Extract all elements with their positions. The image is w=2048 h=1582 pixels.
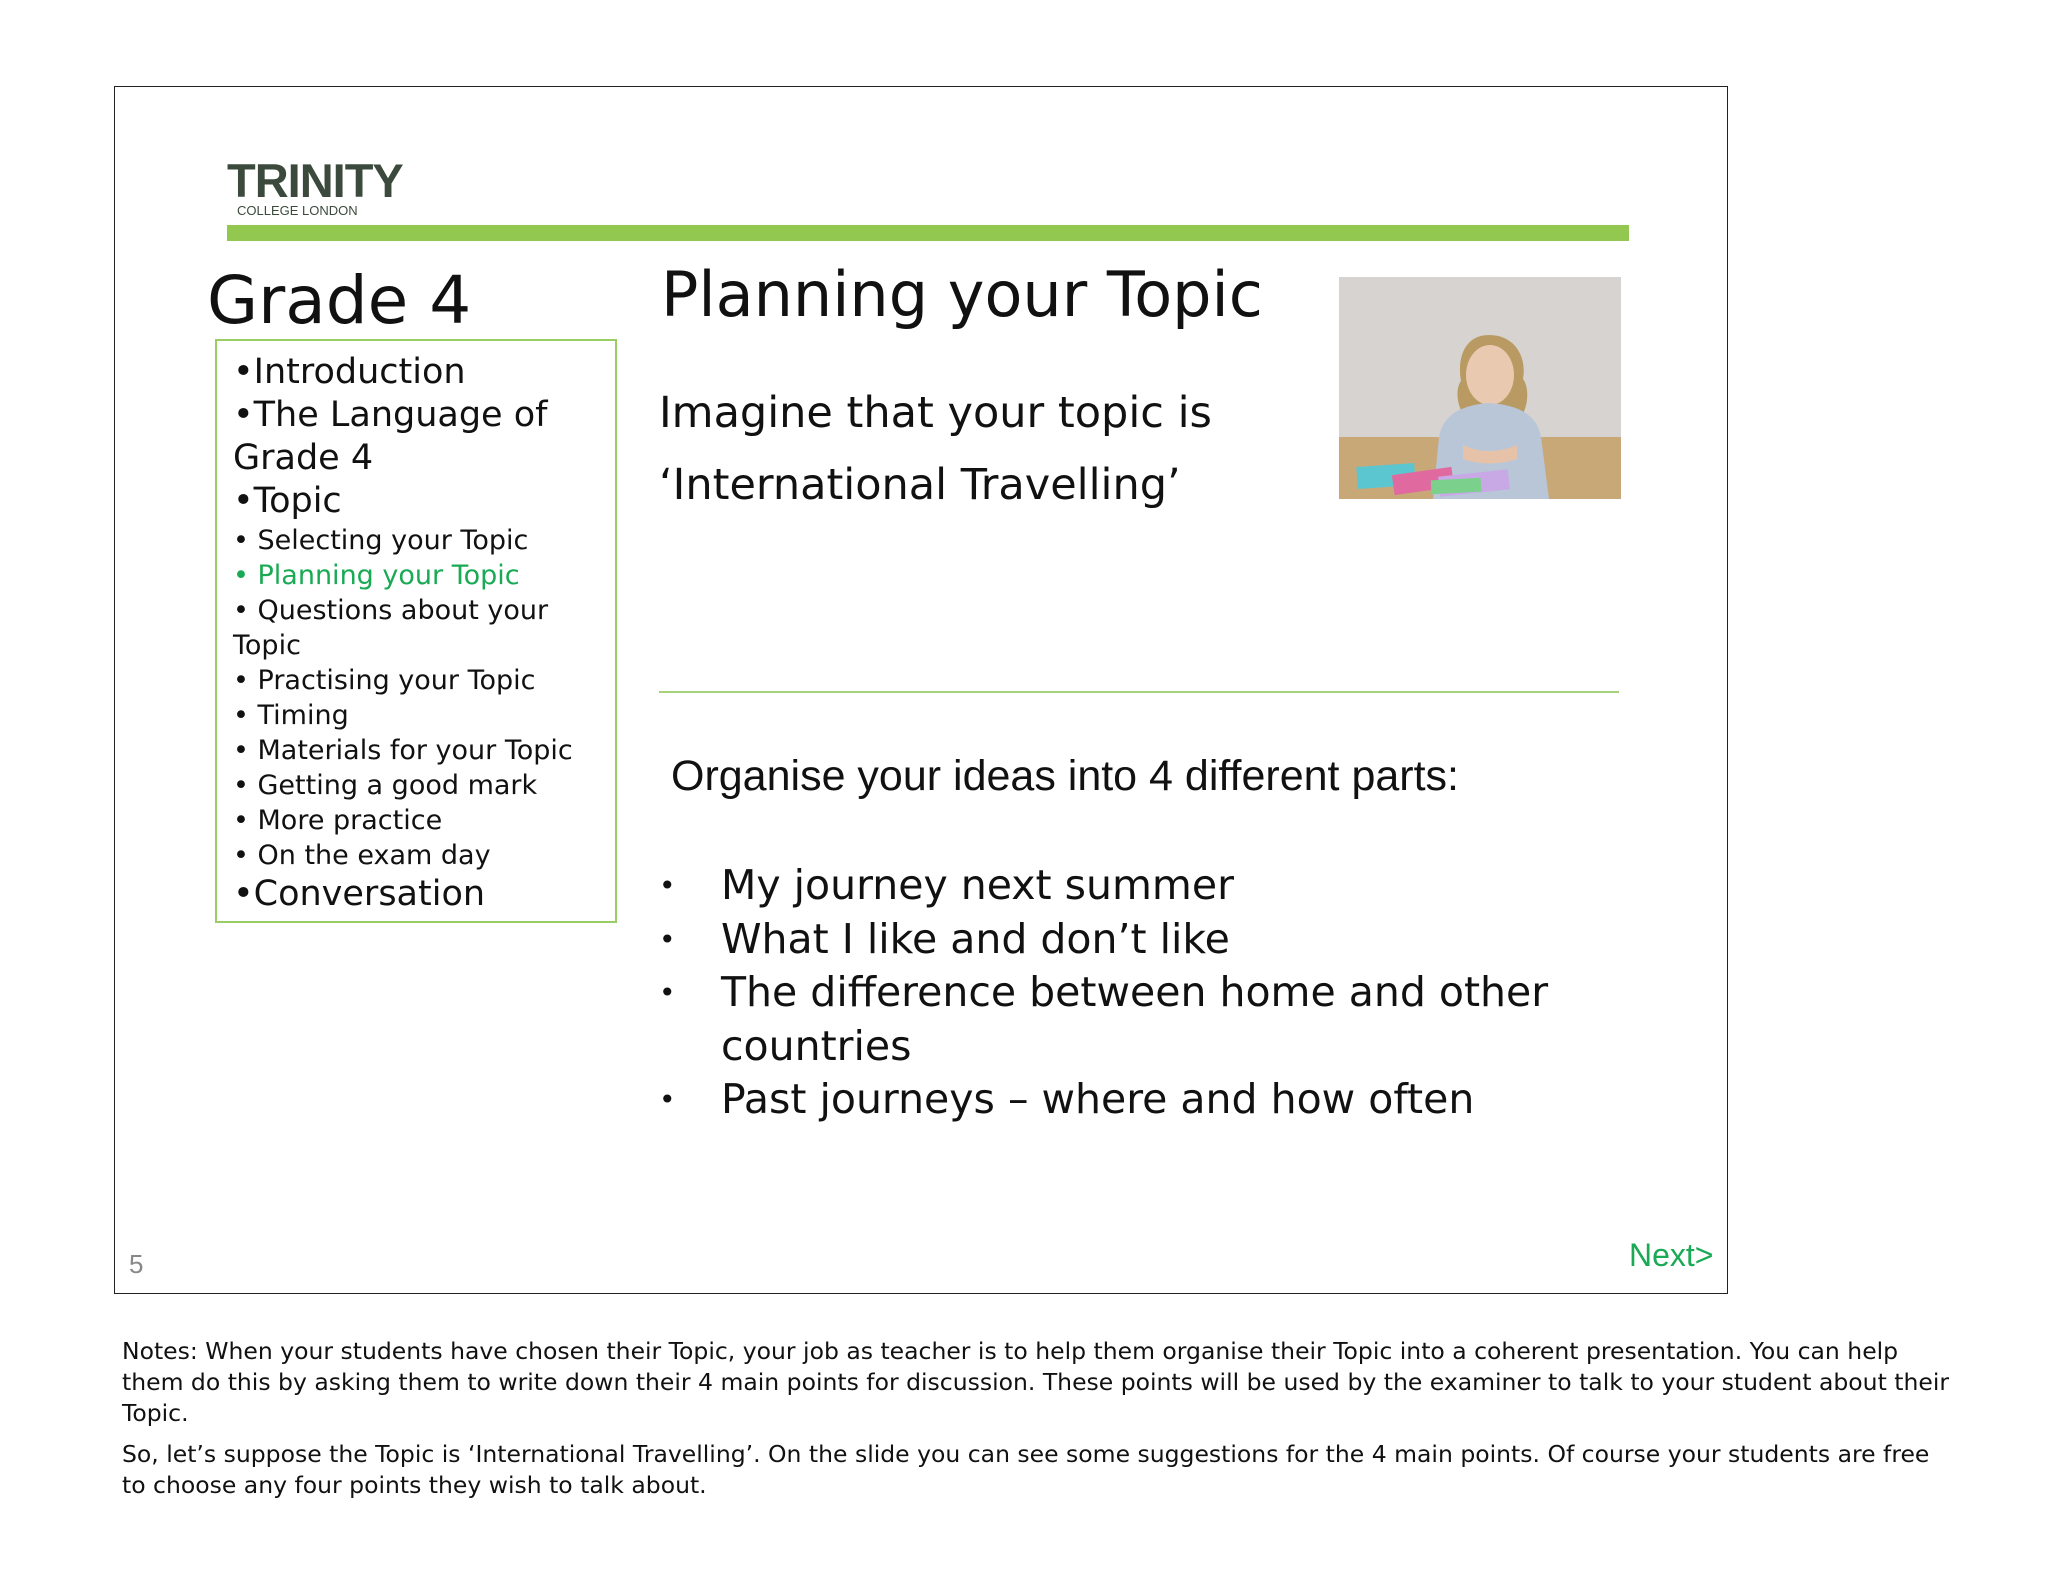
slide-title: Planning your Topic (661, 258, 1263, 331)
main-point (659, 913, 1599, 967)
bullet-icon: • (659, 922, 676, 956)
main-point-text: What I like and don’t like (721, 914, 1230, 963)
header-accent-bar (227, 225, 1629, 241)
nav-item[interactable]: • Selecting your Topic (233, 525, 529, 556)
next-button[interactable]: Next> (1629, 1237, 1714, 1273)
main-point-text: Past journeys – where and how often (721, 1075, 1475, 1123)
main-point (659, 859, 1599, 913)
topic-navigation-list (233, 351, 613, 916)
presenter-photo-illustration (1339, 277, 1621, 499)
nav-item[interactable]: • More practice (233, 805, 443, 836)
nav-item[interactable]: • Practising your Topic (233, 665, 536, 696)
main-point (659, 966, 1599, 1073)
grade-title: Grade 4 (207, 262, 472, 339)
nav-item[interactable]: •Introduction (233, 352, 466, 392)
notes-paragraph-1: Notes: When your students have chosen their Topic, your job as teacher is to help them organise their Topic into a coherent presentation. You can help them do this by asking them to write down their 4 main points for discussion. These points will be used by the examiner to talk to your student about their Topic. (122, 1337, 1950, 1427)
nav-item[interactable]: • On the exam day (233, 840, 491, 871)
logo-subtitle: COLLEGE LONDON (237, 203, 358, 218)
nav-item[interactable]: • Timing (233, 700, 349, 731)
nav-item[interactable]: • Getting a good mark (233, 770, 538, 801)
section-divider (659, 691, 1619, 693)
bullet-icon: • (659, 869, 676, 902)
slide (114, 86, 1728, 1294)
nav-item[interactable]: • Materials for your Topic (233, 735, 573, 766)
nav-item[interactable]: • Planning your Topic (233, 560, 520, 591)
organise-instruction: Organise your ideas into 4 different parts: (671, 752, 1459, 800)
logo-wordmark: TRINITY (227, 154, 403, 207)
notes-paragraph-2: So, let’s suppose the Topic is ‘International Travelling’. On the slide you can see some suggestions for the 4 main points. Of course your students are free to choose any four points they wish to talk about. (122, 1440, 1930, 1499)
speaker-notes (122, 1336, 1952, 1511)
presenter-video-frame (1339, 277, 1621, 499)
topic-prompt (659, 377, 1259, 521)
main-point-text: My journey next summer (721, 861, 1234, 909)
nav-item[interactable]: • Questions about your Topic (233, 595, 557, 661)
main-points-list (659, 859, 1599, 1127)
bullet-icon: • (659, 976, 676, 1009)
nav-item[interactable]: •The Language of Grade 4 (233, 395, 559, 478)
main-point (659, 1073, 1599, 1127)
nav-item[interactable]: •Conversation (233, 874, 486, 914)
topic-navigation (215, 339, 617, 923)
topic-prompt-line-1: Imagine that your topic is (659, 388, 1212, 438)
topic-prompt-line-2: ‘International Travelling’ (659, 460, 1181, 510)
page-number: 5 (129, 1249, 144, 1279)
trinity-logo (227, 154, 427, 227)
bullet-icon: • (659, 1083, 676, 1116)
nav-item[interactable]: •Topic (233, 481, 342, 521)
main-point-text: The difference between home and other countries (721, 968, 1549, 1070)
